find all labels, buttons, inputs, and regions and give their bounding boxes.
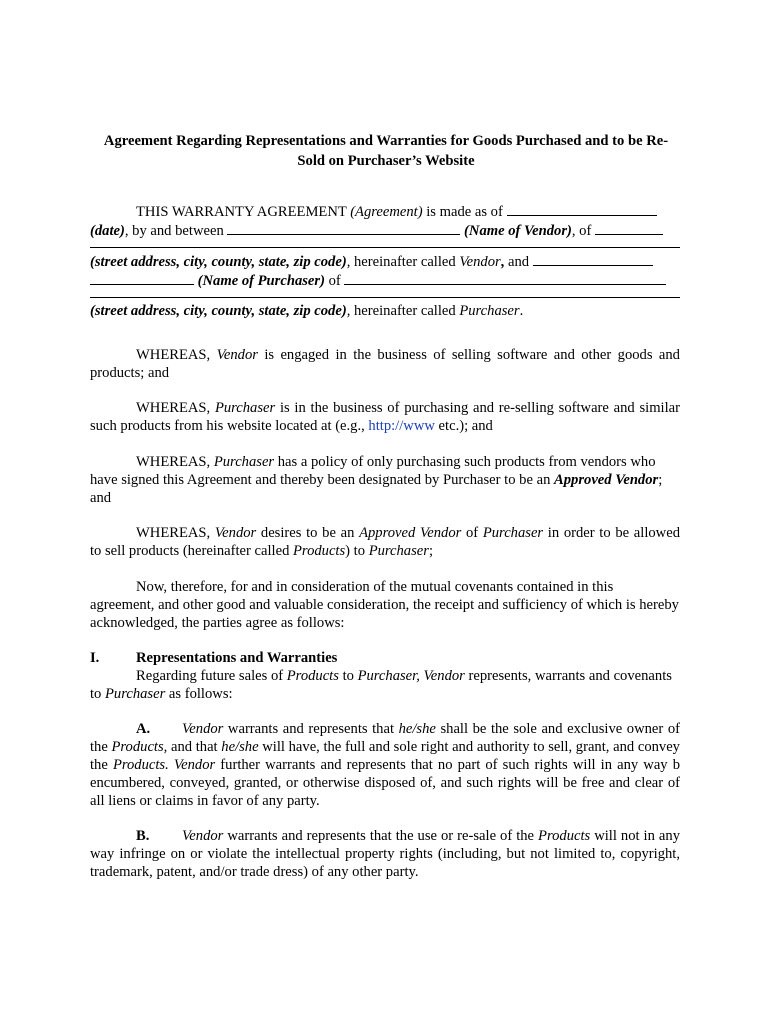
vendor-address-line[interactable]	[90, 240, 680, 248]
purchaser-name-blank-a[interactable]	[533, 252, 653, 266]
section-1-a: Regarding future sales of	[136, 668, 287, 684]
clause-a-b: shall be the sole and exclusive owner of the	[90, 721, 680, 755]
whereas-2	[90, 399, 680, 435]
now-therefore-text: Now, therefore, for and in consideration of the mutual covenants contained in this agreement, and other good and valuable consideration, the receipt and sufficiency of which is hereby acknowledged, the parties agree as follows:	[90, 579, 679, 631]
whereas-1-a: WHEREAS,	[136, 347, 217, 363]
clause-b-vendor: Vendor	[182, 828, 224, 844]
whereas-2-a: WHEREAS,	[136, 400, 215, 416]
clause-b-label: B.	[136, 828, 150, 844]
whereas-4-products: Products	[293, 543, 346, 559]
whereas-3-b: has a policy of only purchasing such products from vendors who have signed this Agreement and thereby been designated by Purchaser to be an	[90, 454, 656, 488]
whereas-4-vendor: Vendor	[214, 525, 257, 541]
whereas-4-purchaser-2: Purchaser	[368, 543, 429, 559]
title-line-1: Agreement Regarding Representations and Warranties for Goods Purchased and to be Re-	[103, 133, 669, 149]
intro-text-d: , of	[571, 223, 595, 239]
intro-text-e: , hereinafter called	[346, 254, 460, 270]
clause-a-label: A.	[136, 721, 151, 737]
whereas-4	[90, 524, 680, 560]
clause-b-a: warrants and represents that the use or re-sale of the	[223, 828, 539, 844]
intro-text-i: , hereinafter called	[346, 303, 460, 319]
clause-b-products: Products	[538, 828, 591, 844]
intro-paragraph	[90, 202, 680, 320]
agreement-term: (Agreement)	[350, 204, 423, 220]
section-1-purchaser-vendor: Purchaser, Vendor	[357, 668, 465, 684]
vendor-street-label: (street address, city, county, state, zip code)	[90, 254, 347, 270]
whereas-3-c: ; and	[90, 472, 663, 506]
vendor-name-blank[interactable]	[227, 221, 460, 235]
clause-a-e: further warrants and represents that no part of such rights will in any way b encumbered, conveyed, granted, or otherwise disposed of, and such rights will be free and clear of all liens or claims in favor of any party.	[90, 757, 680, 809]
intro-text-c: , by and between	[124, 223, 228, 239]
clause-b-b: will not in any way infringe on or violate the intellectual property rights (including, but not limited to, copyright, trademark, patent, and/or trade dress) of any other party.	[90, 828, 680, 880]
whereas-4-c: of	[461, 525, 483, 541]
purchaser-street-label: (street address, city, county, state, zip code)	[90, 303, 347, 319]
whereas-4-e: ) to	[345, 543, 369, 559]
document-title	[90, 131, 682, 171]
vendor-address-blank-a[interactable]	[595, 221, 663, 235]
clause-a-vendor: Vendor	[182, 721, 224, 737]
intro-text-h: of	[324, 273, 345, 289]
whereas-4-d: in order to be allowed to sell products (hereinafter called	[90, 525, 680, 559]
section-1-number: I.	[90, 650, 100, 666]
section-1-products: Products	[286, 668, 339, 684]
whereas-3-purchaser: Purchaser	[213, 454, 275, 470]
purchaser-name-label: (Name of Purchaser)	[197, 273, 325, 289]
purchaser-name-blank-b[interactable]	[90, 271, 194, 285]
date-label: (date)	[90, 223, 125, 239]
clause-a-products: Products,	[111, 739, 168, 755]
intro-text-j: .	[519, 303, 524, 319]
now-therefore-paragraph	[90, 578, 680, 632]
intro-text-g: and	[504, 254, 533, 270]
whereas-4-f: ;	[428, 543, 434, 559]
vendor-term: Vendor	[459, 254, 501, 270]
whereas-1-vendor: Vendor	[216, 347, 258, 363]
section-1-c: represents, warrants and covenants to	[90, 668, 672, 702]
clause-a-heshe-2: he/she	[221, 739, 259, 755]
whereas-4-a: WHEREAS,	[136, 525, 215, 541]
section-1	[90, 649, 680, 703]
section-1-d: as follows:	[165, 686, 233, 702]
intro-text-a: THIS WARRANTY AGREEMENT	[136, 204, 351, 220]
whereas-2-c: etc.); and	[434, 418, 493, 434]
section-1-purchaser: Purchaser	[105, 686, 166, 702]
whereas-2-purchaser: Purchaser	[214, 400, 276, 416]
whereas-4-b: desires to be an	[256, 525, 360, 541]
whereas-3	[90, 453, 680, 507]
date-blank[interactable]	[507, 202, 657, 216]
section-1-b: to	[338, 668, 358, 684]
whereas-3-approved-vendor: Approved Vendor	[554, 472, 659, 488]
section-1-heading: Representations and Warranties	[136, 650, 338, 666]
whereas-3-a: WHEREAS,	[136, 454, 214, 470]
intro-text-b: is made as of	[422, 204, 507, 220]
clause-a-a: warrants and represents that	[223, 721, 399, 737]
clause-b	[90, 827, 680, 881]
purchaser-term: Purchaser	[459, 303, 520, 319]
clause-a	[90, 720, 680, 810]
clause-a-products-2: Products. Vendor	[112, 757, 216, 773]
whereas-1	[90, 346, 680, 382]
intro-comma: ,	[500, 254, 505, 270]
clause-a-d: will have, the full and sole right and authority to sell, grant, and convey the	[90, 739, 680, 773]
purchaser-address-blank-a[interactable]	[344, 271, 666, 285]
whereas-1-b: is engaged in the business of selling software and other goods and products; and	[90, 347, 680, 381]
purchaser-address-line[interactable]	[90, 290, 680, 298]
title-line-2: Sold on Purchaser’s Website	[297, 153, 475, 169]
clause-a-heshe: he/she	[398, 721, 436, 737]
website-link[interactable]: http://www	[368, 418, 435, 434]
vendor-name-label: (Name of Vendor)	[464, 223, 572, 239]
whereas-2-b: is in the business of purchasing and re-selling software and similar such products from his website located at (e.g.,	[90, 400, 680, 434]
clause-a-c: and that	[167, 739, 222, 755]
whereas-4-purchaser: Purchaser	[482, 525, 544, 541]
whereas-4-approved-vendor: Approved Vendor	[359, 525, 462, 541]
